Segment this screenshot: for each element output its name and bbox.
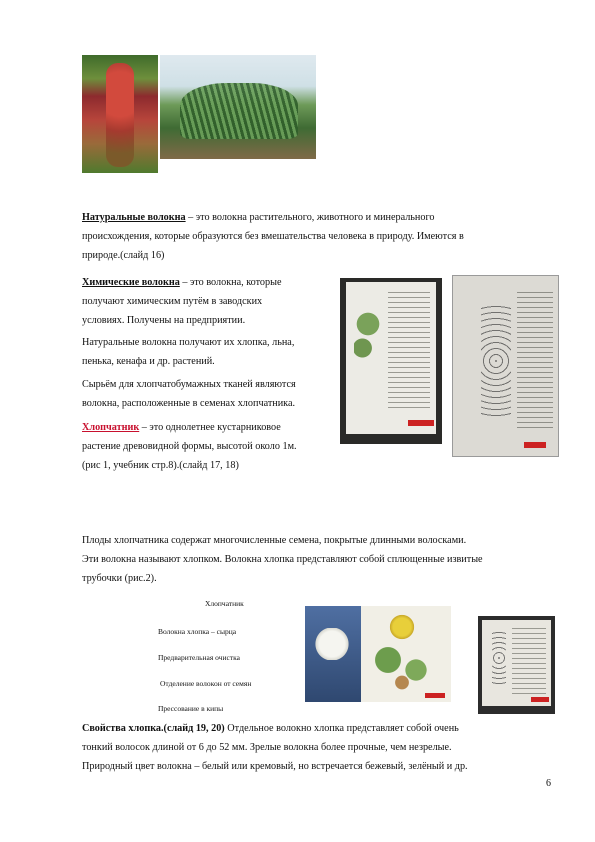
cotton-properties-paragraph: Свойства хлопка.(слайд 19, 20) Отдельное волокно хлопка представляет собой очень тонкий волосок длиной от 6 до 52 мм. Зрелые волокна более прочные, чем незрелые. Природный цвет волокна – белый или кремовый, но встречается бежевый, зелёный и др. (82, 723, 468, 772)
process-title: Хлопчатник (205, 599, 244, 608)
cotton-plant-term: Хлопчатник (82, 422, 140, 433)
sisal-field-photo (160, 55, 316, 159)
chemical-fibers-term: Химические волокна (82, 277, 180, 288)
natural-fibers-term: Натуральные волокна (82, 212, 186, 223)
cotton-photo (305, 606, 451, 702)
process-step: Отделение волокон от семян (160, 679, 252, 688)
natural-source-paragraph: Натуральные волокна получают их хлопка, льна, пенька, кенафа и др. растений. (82, 337, 295, 367)
textbook-photo-3 (478, 616, 555, 714)
cotton-fruits-paragraph: Плоды хлопчатника содержат многочисленные семена, покрытые длинными волосками. Эти волокна называют хлопком. Волокна хлопка представляют собой сплющенные извитые трубочки (рис.2). (82, 535, 483, 584)
flower-photo (82, 55, 158, 173)
page-number: 6 (546, 778, 551, 789)
textbook-photo-2 (452, 275, 559, 457)
raw-material-paragraph: Сырьём для хлопчатобумажных тканей являются волокна, расположенные в семенах хлопчатника. (82, 379, 296, 409)
chemical-fibers-paragraph: Химические волокна – это волокна, которые получают химическим путём в заводских условиях. Получены на предприятии. (82, 277, 282, 326)
cotton-properties-term: Свойства хлопка.(слайд 19, 20) (82, 723, 225, 734)
process-step: Волокна хлопка – сырца (158, 627, 237, 636)
cotton-plant-paragraph: Хлопчатник – это однолетнее кустарниковое растение древовидной формы, высотой около 1м. (рис 1, учебник стр.8).(слайд 17, 18) (82, 422, 297, 471)
textbook-photo-1 (340, 278, 442, 444)
process-step: Предварительная очистка (158, 653, 240, 662)
natural-fibers-paragraph: Натуральные волокна – это волокна растительного, животного и минерального происхождения, которые образуются без вмешательства человека в природу. Имеются в природе.(слайд 16) (82, 212, 464, 261)
process-step: Прессование в кипы (158, 704, 224, 713)
